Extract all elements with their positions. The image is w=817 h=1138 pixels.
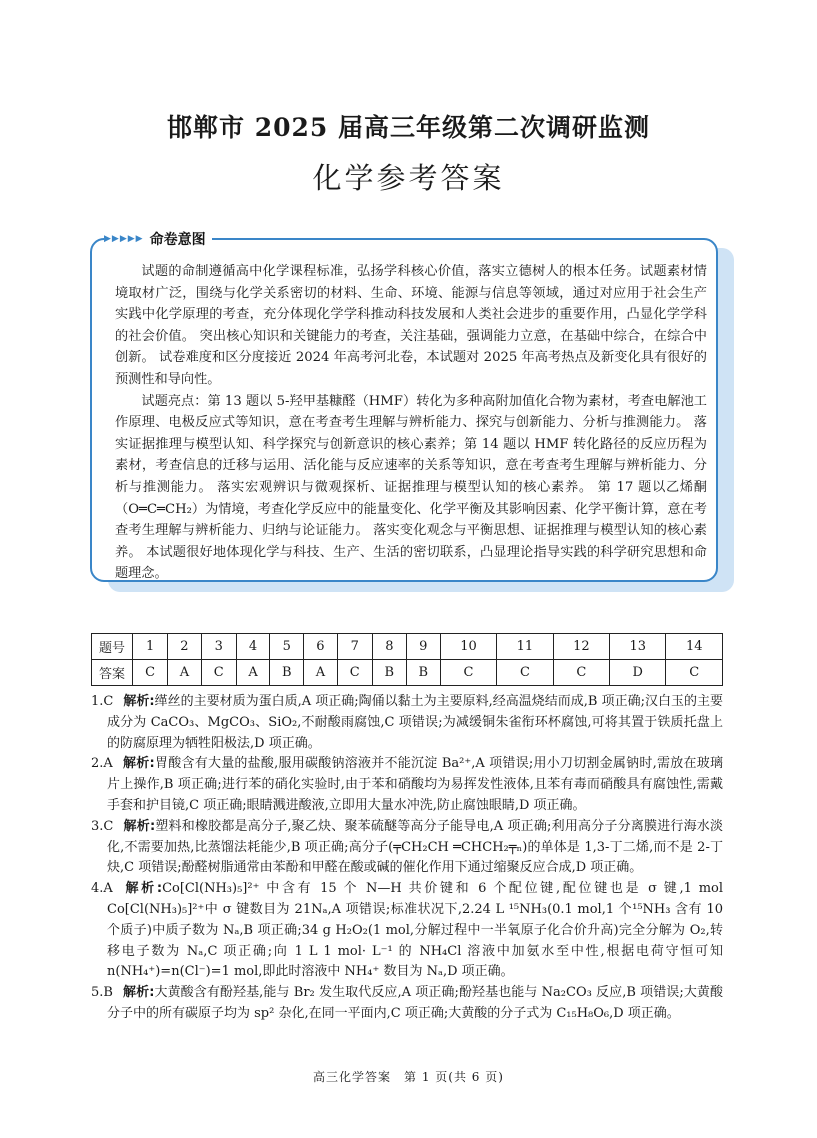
question-number: 7 [337, 634, 372, 660]
item-text: Co[Cl(NH₃)₅]²⁺ 中含有 15 个 N—H 共价键和 6 个配位键,配位键也是 σ 键,1 mol Co[Cl(NH₃)₅]²⁺中 σ 键数目为 21Nₐ,A 项错误;标准状况下,2.24 L ¹⁵NH₃(0.1 mol,1 个¹⁵NH₃ 含有 10 个质子)中质子数为 Nₐ,B 项正确;34 g H₂O₂(1 mol,分解过程中一半氧原子化合价升高)完全分解为 O₂,转移电子数为 Nₐ,C 项正确;向 1 L 1 mol· L⁻¹ 的 NH₄Cl 溶液中加氨水至中性,根据电荷守恒可知 n(NH₄⁺)=n(Cl⁻)=1 mol,即此时溶液中 NH₄⁺ 数目为 Nₐ,D 项正确。 [107, 881, 724, 980]
answer-cell: B [372, 660, 406, 686]
intent-paragraph: 试题亮点：第 13 题以 5-羟甲基糠醛（HMF）转化为多种高附加值化合物为素材，考查电解池工作原理、电极反应式等知识，意在考查考生理解与辨析能力、探究与创新能力、分析与推测能力。 落实证据推理与模型认知、科学探究与创新意识的核心素养；第 14 题以 HMF 转化路径的反应历程为素材，考查信息的迁移与运用、活化能与反应速率的关系等知识，意在考查考生理解与辨析能力、分析与推测能力。 落实宏观辨识与微观探析、证据推理与模型认知的核心素养。 第 17 题以乙烯酮（O═C═CH₂）为情境，考查化学反应中的能量变化、化学平衡及其影响因素、化学平衡计算，意在考查考生理解与辨析能力、归纳与论证能力。 落实变化观念与平衡思想、证据推理与模型认知的核心素养。 本试题很好地体现化学与科技、生产、生活的密切联系，凸显理论指导实践的科学研究思想和命题理念。 [115, 393, 707, 582]
question-number: 6 [304, 634, 337, 660]
question-number: 4 [236, 634, 269, 660]
row-header: 题号 [92, 634, 133, 660]
intent-header [104, 229, 212, 249]
explanation-item [91, 692, 723, 754]
item-number: 1. [91, 694, 104, 709]
item-answer: A [103, 756, 113, 772]
question-number: 14 [666, 634, 723, 660]
item-answer: C [103, 818, 114, 834]
answer-cell: A [304, 660, 337, 686]
page-footer: 高三化学答案 第 1 页(共 6 页) [313, 1070, 504, 1084]
question-number: 3 [201, 634, 236, 660]
item-text: 胃酸含有大量的盐酸,服用碳酸钠溶液并不能沉淀 Ba²⁺,A 项错误;用小刀切割金属钠时,需放在玻璃片上操作,B 项正确;进行苯的硝化实验时,由于苯和硝酸均为易挥发性液体,且苯有毒而硝酸具有腐蚀性,需戴手套和护目镜,C 项正确;眼睛溅进酸液,立即用大量水冲洗,防止腐蚀眼睛,D 项正确。 [107, 756, 723, 813]
item-label: 解析: [122, 985, 155, 1001]
question-number: 9 [406, 634, 440, 660]
answer-cell: C [337, 660, 372, 686]
document-title: 邯郸市 2025 届高三年级第二次调研监测 [167, 113, 650, 142]
question-number: 1 [133, 634, 168, 660]
row-header: 答案 [92, 660, 133, 686]
question-number: 2 [168, 634, 201, 660]
item-text: 大黄酸含有酚羟基,能与 Br₂ 发生取代反应,A 项正确;酚羟基也能与 Na₂CO₃ 反应,B 项错误;大黄酸分子中的所有碳原子均为 sp² 杂化,在同一平面内,C 项正确;大黄酸的分子式为 C₁₅H₈O₆,D 项正确。 [107, 985, 723, 1021]
question-number: 5 [270, 634, 304, 660]
item-number: 3. [91, 818, 104, 834]
answer-cell: C [201, 660, 236, 686]
answer-cell: C [666, 660, 723, 686]
intent-title: 命卷意图 [149, 232, 206, 248]
item-label: 解析: [122, 756, 155, 772]
question-number: 8 [372, 634, 406, 660]
question-number: 11 [497, 634, 553, 660]
intent-paragraph: 试题的命制遵循高中化学课程标准，弘扬学科核心价值，落实立德树人的根本任务。试题素材情境取材广泛，围绕与化学关系密切的材料、生命、环境、能源与信息等领域，通过对应用于社会生产实践中化学原理的考查，充分体现化学学科推动科技发展和人类社会进步的重要作用，凸显化学学科的社会价值。 突出核心知识和关键能力的考查，关注基础，强调能力立意，在基础中综合，在综合中创新。 试卷难度和区分度接近 2024 年高考河北卷，本试题对 2025 年高考热点及新变化具有很好的预测性和导向性。 [115, 264, 707, 387]
question-number: 10 [440, 634, 496, 660]
item-label: 解析: [123, 694, 155, 709]
item-text: 缂丝的主要材质为蛋白质,A 项正确;陶俑以黏土为主要原料,经高温烧结而成,B 项正确;汉白玉的主要成分为 CaCO₃、MgCO₃、SiO₂,不耐酸雨腐蚀,C 项错误;为减缓铜朱雀衔环杯腐蚀,可将其置于铁质托盘上的防腐原理为牺牲阳极法,D 项正确。 [107, 694, 723, 751]
answer-cell: C [497, 660, 553, 686]
explanation-item [91, 754, 723, 816]
answer-table [91, 633, 723, 686]
item-answer: C [103, 694, 114, 709]
item-label: 解析: [122, 881, 163, 897]
arrow-decoration-icon: ▶▶▶▶▶ [104, 234, 144, 244]
question-number: 12 [553, 634, 609, 660]
explanation-item [91, 817, 723, 879]
explanation-item [91, 879, 723, 983]
answer-cell: A [236, 660, 269, 686]
explanation-item [91, 983, 723, 1025]
document-subtitle: 化学参考答案 [312, 161, 505, 195]
answer-cell: B [270, 660, 304, 686]
item-text: 塑料和橡胶都是高分子,聚乙炔、聚苯硫醚等高分子能导电,A 项正确;利用高分子分离膜进行海水淡化,不需要加热,比蒸馏法耗能少,B 项正确;高分子(╤CH₂CH ═CHCH₂╤ₙ)的单体是 1,3-丁二烯,而不是 2-丁炔,C 项错误;酚醛树脂通常由苯酚和甲醛在酸或碱的催化作用下通过缩聚反应合成,D 项正确。 [107, 818, 723, 876]
answer-cell: C [133, 660, 168, 686]
item-number: 4. [91, 881, 104, 897]
answer-cell: C [440, 660, 496, 686]
answer-cell: B [406, 660, 440, 686]
question-number-row [92, 634, 723, 660]
item-number: 2. [91, 756, 104, 772]
item-answer: A [103, 881, 113, 897]
question-number: 13 [610, 634, 666, 660]
item-number: 5. [91, 985, 104, 1001]
intent-body [115, 261, 707, 585]
item-answer: B [103, 985, 113, 1001]
answer-cell: C [553, 660, 609, 686]
answer-cell: A [168, 660, 201, 686]
explanations [91, 692, 723, 1025]
item-label: 解析: [123, 818, 156, 834]
answer-row [92, 660, 723, 686]
answer-cell: D [610, 660, 666, 686]
